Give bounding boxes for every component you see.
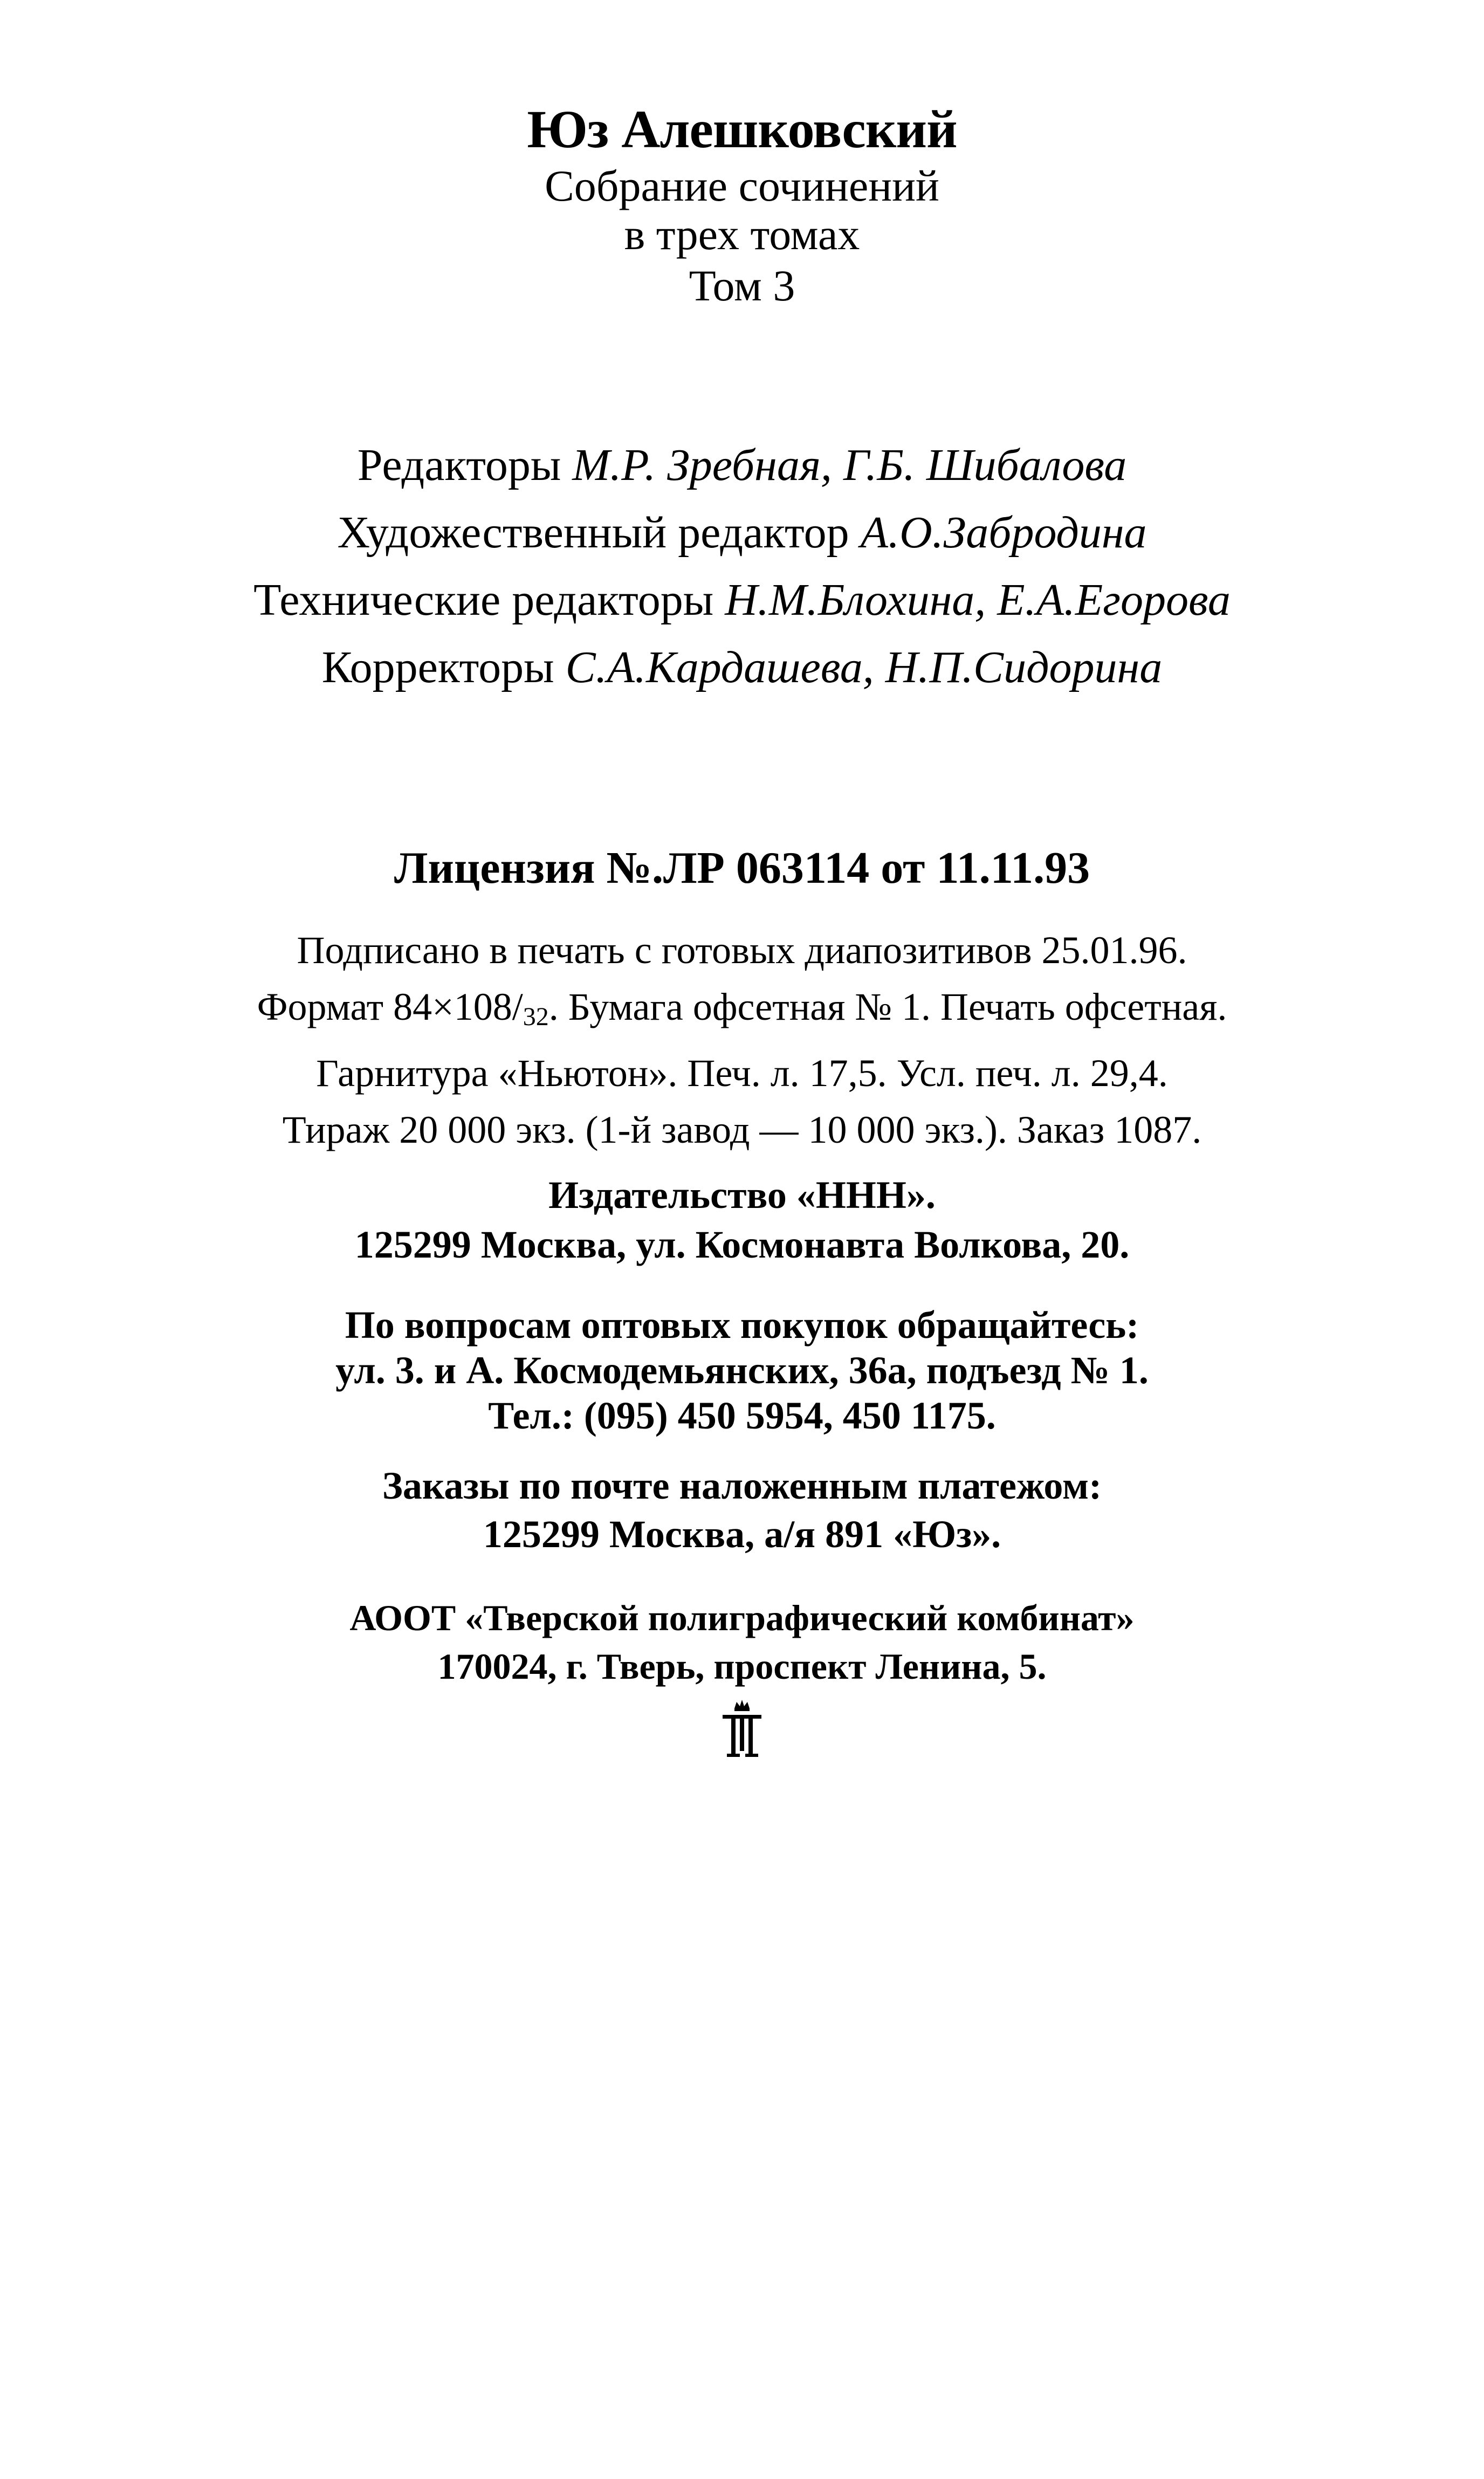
print-run-line bbox=[0, 1102, 1484, 1158]
crowned-monogram-icon bbox=[715, 1699, 769, 1758]
credit-names: С.А.Кардашева, Н.П.Сидорина bbox=[565, 642, 1163, 692]
credit-names: Н.М.Блохина, Е.А.Егорова bbox=[725, 575, 1231, 625]
credit-names: А.О.Забродина bbox=[860, 507, 1147, 558]
credit-role: Художественный редактор bbox=[337, 507, 849, 558]
mail-orders-address: 125299 Москва, а/я 891 «Юз». bbox=[483, 1513, 1001, 1556]
credit-role: Технические редакторы bbox=[253, 575, 714, 625]
wholesale-heading: По вопросам оптовых покупок обращайтесь: bbox=[345, 1303, 1139, 1347]
credit-technical-editors bbox=[0, 566, 1484, 634]
publisher-block bbox=[0, 1170, 1484, 1269]
credit-editors bbox=[0, 431, 1484, 499]
format-suffix: . Бумага офсетная № 1. Печать офсетная. bbox=[548, 985, 1227, 1028]
mail-orders-block bbox=[0, 1461, 1484, 1558]
credits-block bbox=[0, 431, 1484, 701]
license-block bbox=[0, 839, 1484, 898]
printer-block bbox=[0, 1594, 1484, 1691]
format-subscript: 32 bbox=[523, 1002, 549, 1031]
print-details-block bbox=[0, 922, 1484, 1158]
title-block bbox=[0, 97, 1484, 313]
publisher-address: 125299 Москва, ул. Космонавта Волкова, 20. bbox=[354, 1223, 1130, 1266]
volumes-line: в трех томах bbox=[624, 210, 860, 259]
credit-role: Редакторы bbox=[357, 440, 561, 490]
typeface-line: Гарнитура «Ньютон». Печ. л. 17,5. Усл. печ. л. 29,4. bbox=[316, 1052, 1168, 1095]
volume-number: Том 3 bbox=[689, 261, 795, 310]
license-number: Лицензия №.ЛР 063114 от 11.11.93 bbox=[394, 843, 1090, 893]
print-run-text: Тираж 20 000 экз. (1-й завод — 10 000 экз.). Заказ bbox=[282, 1108, 1105, 1151]
credit-names: М.Р. Зребная, Г.Б. Шибалова bbox=[572, 440, 1127, 490]
order-number: 1087. bbox=[1114, 1108, 1202, 1151]
collection-title: Собрание сочинений bbox=[545, 161, 939, 210]
format-prefix: Формат 84×108/ bbox=[257, 985, 523, 1028]
wholesale-block bbox=[0, 1302, 1484, 1438]
credit-role: Корректоры bbox=[321, 642, 554, 692]
credit-proofreaders bbox=[0, 634, 1484, 701]
printer-address: 170024, г. Тверь, проспект Ленина, 5. bbox=[437, 1646, 1047, 1687]
signed-to-print: Подписано в печать с готовых диапозитивов 25.01.96. bbox=[297, 929, 1187, 972]
format-line bbox=[0, 979, 1484, 1045]
mail-orders-heading: Заказы по почте наложенным платежом: bbox=[382, 1464, 1102, 1507]
wholesale-phone: Тел.: (095) 450 5954, 450 1175. bbox=[488, 1394, 996, 1437]
credit-art-editor bbox=[0, 499, 1484, 566]
printer-name: АООТ «Тверской полиграфический комбинат» bbox=[349, 1597, 1135, 1638]
wholesale-address: ул. 3. и А. Космодемьянских, 36а, подъезд № 1. bbox=[335, 1349, 1149, 1392]
author-name: Юз Алешковский bbox=[527, 99, 957, 159]
publisher-name: Издательство «ННН». bbox=[548, 1173, 936, 1217]
